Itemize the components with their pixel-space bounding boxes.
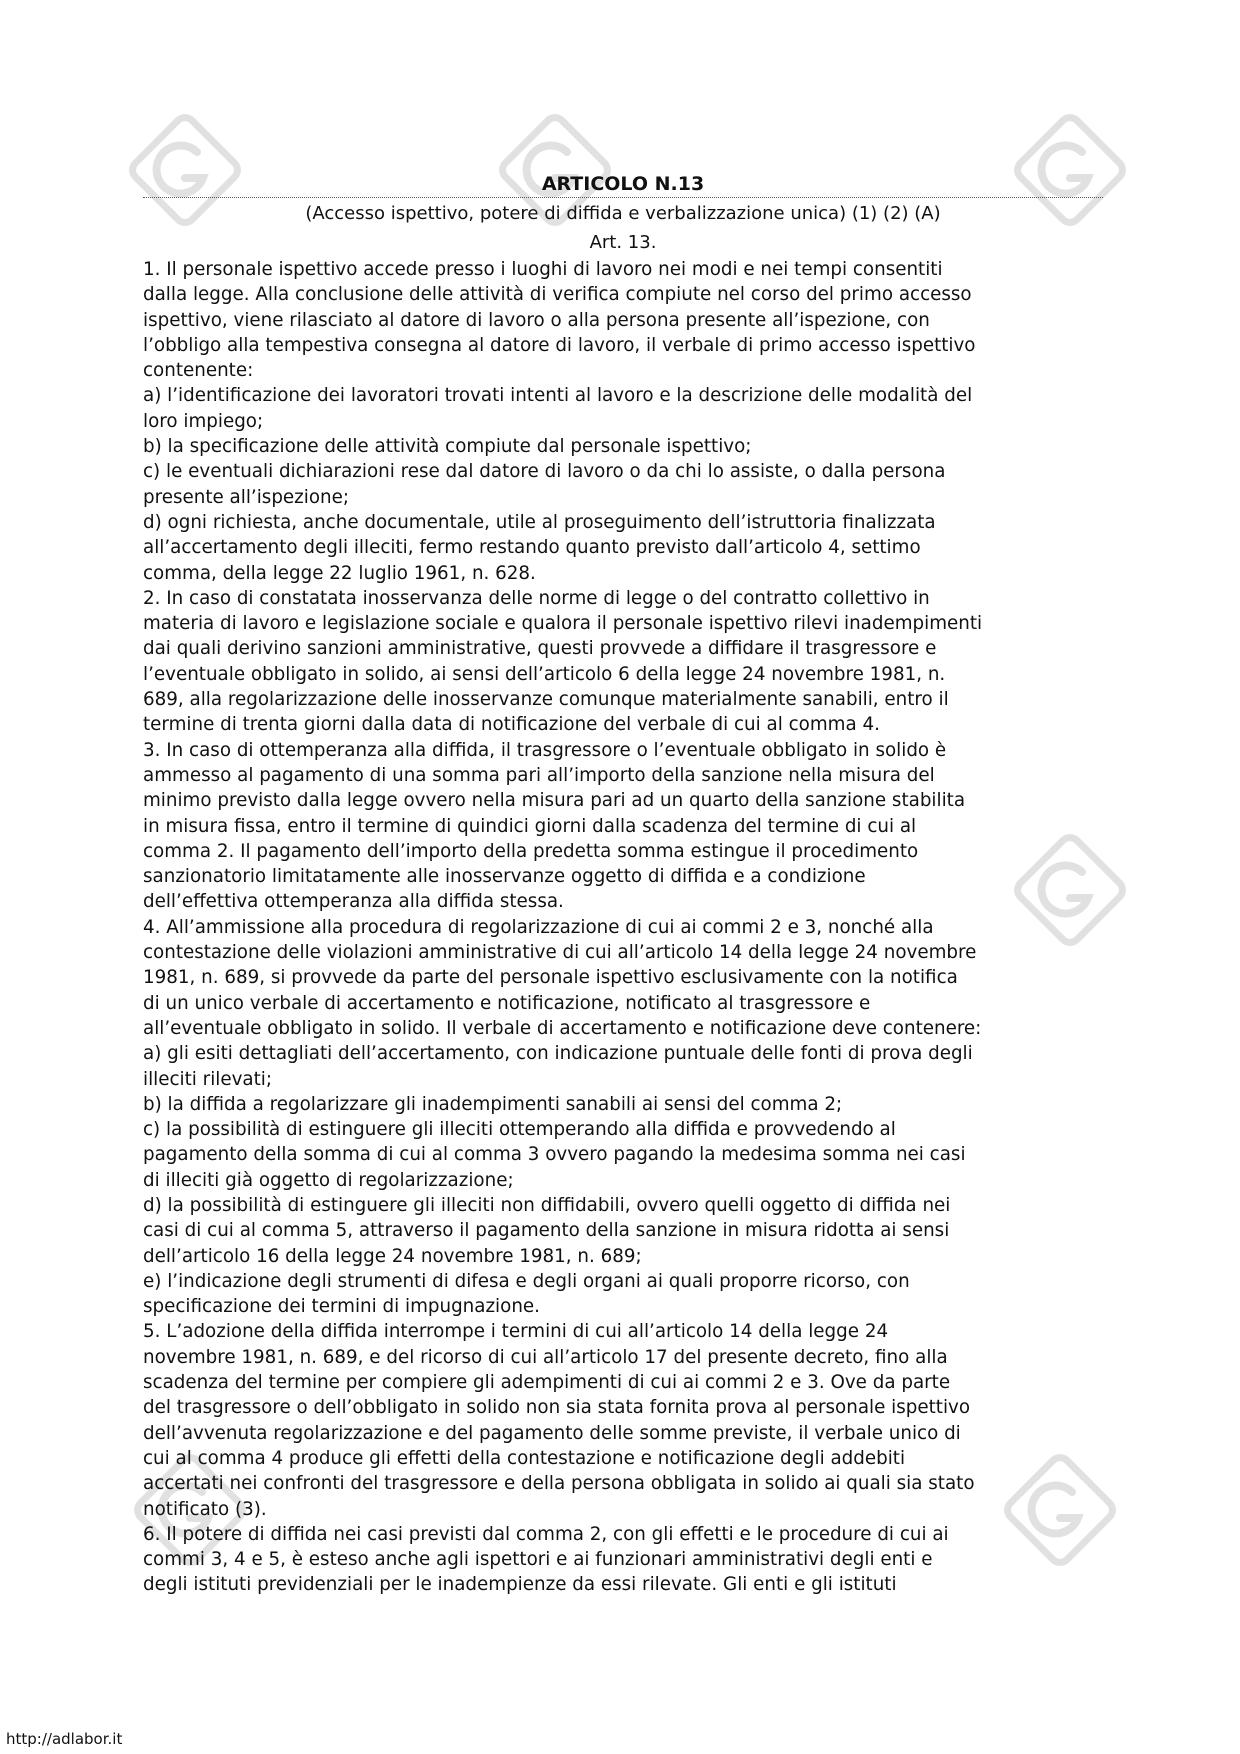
text-line: minimo previsto dalla legge ovvero nella misura pari ad un quarto della sanzione stabilita <box>143 790 966 812</box>
text-line: comma 2. Il pagamento dell’importo della predetta somma estingue il procedimento <box>143 840 919 862</box>
text-line: scadenza del termine per compiere gli adempimenti di cui ai commi 2 e 3. Ove da parte <box>143 1372 951 1394</box>
text-line: all’accertamento degli illeciti, fermo restando quanto previsto dall’articolo 4, settimo <box>143 537 921 559</box>
text-line: comma, della legge 22 luglio 1961, n. 628. <box>143 562 536 584</box>
text-line: loro impiego; <box>143 410 264 432</box>
text-line: d) ogni richiesta, anche documentale, utile al proseguimento dell’istruttoria finalizzata <box>143 511 936 533</box>
text-line: ispettivo, viene rilasciato al datore di lavoro o alla persona presente all’ispezione, con <box>143 309 930 331</box>
text-line: e) l’indicazione degli strumenti di difesa e degli organi ai quali proporre ricorso, con <box>143 1270 910 1292</box>
article-subtitle: (Accesso ispettivo, potere di diffida e verbalizzazione unica) (1) (2) (A) <box>305 203 941 224</box>
article-label: Art. 13. <box>589 232 657 253</box>
text-line: 2. In caso di constatata inosservanza delle norme di legge o del contratto collettivo in <box>143 587 930 609</box>
text-line: dalla legge. Alla conclusione delle attività di verifica compiute nel corso del primo accesso <box>143 284 972 306</box>
text-line: a) gli esiti dettagliati dell’accertamento, con indicazione puntuale delle fonti di prova degli <box>143 1043 973 1065</box>
text-line: l’obbligo alla tempestiva consegna al datore di lavoro, il verbale di primo accesso ispettivo <box>143 334 976 356</box>
text-line: del trasgressore o dell’obbligato in solido non sia stata fornita prova al personale ispettivo <box>143 1397 971 1419</box>
text-line: 689, alla regolarizzazione delle inosservanze comunque materialmente sanabili, entro il <box>143 689 949 711</box>
text-line: casi di cui al comma 5, attraverso il pagamento della sanzione in misura ridotta ai sensi <box>143 1220 950 1242</box>
text-line: 5. L’adozione della diffida interrompe i termini di cui all’articolo 14 della legge 24 <box>143 1321 889 1343</box>
text-line: di un unico verbale di accertamento e notificazione, notificato al trasgressore e <box>143 992 871 1014</box>
text-line: 3. In caso di ottemperanza alla diffida, il trasgressore o l’eventuale obbligato in solido è <box>143 739 947 761</box>
text-line: contestazione delle violazioni amministrative di cui all’articolo 14 della legge 24 novembre <box>143 942 977 964</box>
text-line: termine di trenta giorni dalla data di notificazione del verbale di cui al comma 4. <box>143 714 880 736</box>
text-line: 1981, n. 689, si provvede da parte del personale ispettivo esclusivamente con la notifica <box>143 967 958 989</box>
text-line: notificato (3). <box>143 1498 267 1520</box>
text-line: in misura fissa, entro il termine di quindici giorni dalla scadenza del termine di cui al <box>143 815 917 837</box>
footer-url[interactable]: http://adlabor.it <box>6 1730 123 1748</box>
text-line: b) la diffida a regolarizzare gli inadempimenti sanabili ai sensi del comma 2; <box>143 1093 843 1115</box>
text-line: c) le eventuali dichiarazioni rese dal datore di lavoro o da chi lo assiste, o dalla persona <box>143 461 946 483</box>
text-line: accertati nei confronti del trasgressore e della persona obbligata in solido ai quali sia stato <box>143 1473 975 1495</box>
text-line: dell’avvenuta regolarizzazione e del pagamento delle somme previste, il verbale unico di <box>143 1422 961 1444</box>
text-line: di illeciti già oggetto di regolarizzazione; <box>143 1169 514 1191</box>
text-line: degli istituti previdenziali per le inadempienze da essi rilevate. Gli enti e gli istituti <box>143 1574 897 1596</box>
text-line: all’eventuale obbligato in solido. Il verbale di accertamento e notificazione deve contenere: <box>143 1017 982 1039</box>
text-line: novembre 1981, n. 689, e del ricorso di cui all’articolo 17 del presente decreto, fino alla <box>143 1346 948 1368</box>
text-line: commi 3, 4 e 5, è esteso anche agli ispettori e ai funzionari amministrativi degli enti e <box>143 1549 933 1571</box>
document-content <box>143 172 1103 1598</box>
text-line: specificazione dei termini di impugnazione. <box>143 1296 540 1318</box>
text-line: pagamento della somma di cui al comma 3 ovvero pagando la medesima somma nei casi <box>143 1144 966 1166</box>
text-line: d) la possibilità di estinguere gli illeciti non diffidabili, ovvero quelli oggetto di diffida nei <box>143 1194 951 1216</box>
text-line: 6. Il potere di diffida nei casi previsti dal comma 2, con gli effetti e le procedure di cui ai <box>143 1523 949 1545</box>
text-line: c) la possibilità di estinguere gli illeciti ottemperando alla diffida e provvedendo al <box>143 1119 896 1141</box>
text-line: cui al comma 4 produce gli effetti della contestazione e notificazione degli addebiti <box>143 1447 906 1469</box>
text-line: a) l’identificazione dei lavoratori trovati intenti al lavoro e la descrizione delle modalità del <box>143 385 973 407</box>
article-title: ARTICOLO N.13 <box>143 172 1103 198</box>
text-line: contenente: <box>143 360 254 382</box>
text-line: b) la specificazione delle attività compiute dal personale ispettivo; <box>143 436 752 458</box>
text-line: dai quali derivino sanzioni amministrative, questi provvede a diffidare il trasgressore e <box>143 638 937 660</box>
text-line: sanzionatorio limitatamente alle inosservanze oggetto di diffida e a condizione <box>143 866 866 888</box>
text-line: l’eventuale obbligato in solido, ai sensi dell’articolo 6 della legge 24 novembre 1981, n. <box>143 663 946 685</box>
text-line: ammesso al pagamento di una somma pari all’importo della sanzione nella misura del <box>143 764 935 786</box>
text-line: dell’effettiva ottemperanza alla diffida stessa. <box>143 891 564 913</box>
text-line: 1. Il personale ispettivo accede presso i luoghi di lavoro nei modi e nei tempi consentiti <box>143 259 943 280</box>
text-line: 4. All’ammissione alla procedura di regolarizzazione di cui ai commi 2 e 3, nonché alla <box>143 916 934 938</box>
text-line: materia di lavoro e legislazione sociale e qualora il personale ispettivo rilevi inadempimenti <box>143 613 983 635</box>
text-line: presente all’ispezione; <box>143 486 350 508</box>
text-line: dell’articolo 16 della legge 24 novembre 1981, n. 689; <box>143 1245 642 1267</box>
text-line: illeciti rilevati; <box>143 1068 273 1090</box>
article-body <box>143 257 1103 1598</box>
